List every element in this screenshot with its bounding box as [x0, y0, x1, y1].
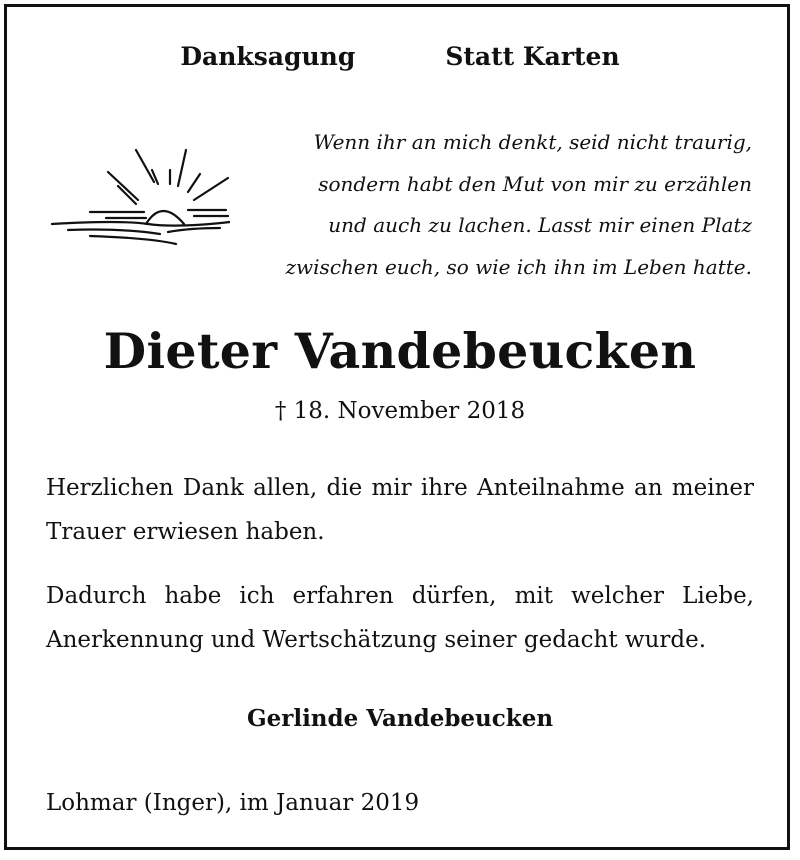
poem-line: sondern habt den Mut von mir zu erzählen — [318, 171, 752, 196]
death-date: † 18. November 2018 — [274, 398, 526, 424]
deceased-name: Dieter Vandebeucken — [103, 322, 697, 380]
gratitude-paragraph: Dadurch habe ich erfahren dürfen, mit welcher Liebe, Anerkennung und Wertschätzung seiner gedacht wurde. — [46, 583, 754, 653]
place-and-date: Lohmar (Inger), im Januar 2019 — [46, 790, 420, 816]
header-statt-karten: Statt Karten — [445, 42, 620, 71]
notice-header — [0, 42, 800, 71]
sunset-icon — [50, 148, 230, 248]
signature: Gerlinde Vandebeucken — [246, 705, 554, 732]
thanks-paragraph: Herzlichen Dank allen, die mir ihre Anteilnahme an meiner Trauer erwiesen haben. — [46, 475, 754, 545]
poem — [252, 122, 752, 288]
poem-line: zwischen euch, so wie ich ihn im Leben hatte. — [285, 254, 752, 279]
poem-line: Wenn ihr an mich denkt, seid nicht traurig, — [313, 130, 752, 154]
header-danksagung: Danksagung — [180, 42, 356, 71]
poem-line: und auch zu lachen. Lasst mir einen Platz — [328, 213, 752, 237]
